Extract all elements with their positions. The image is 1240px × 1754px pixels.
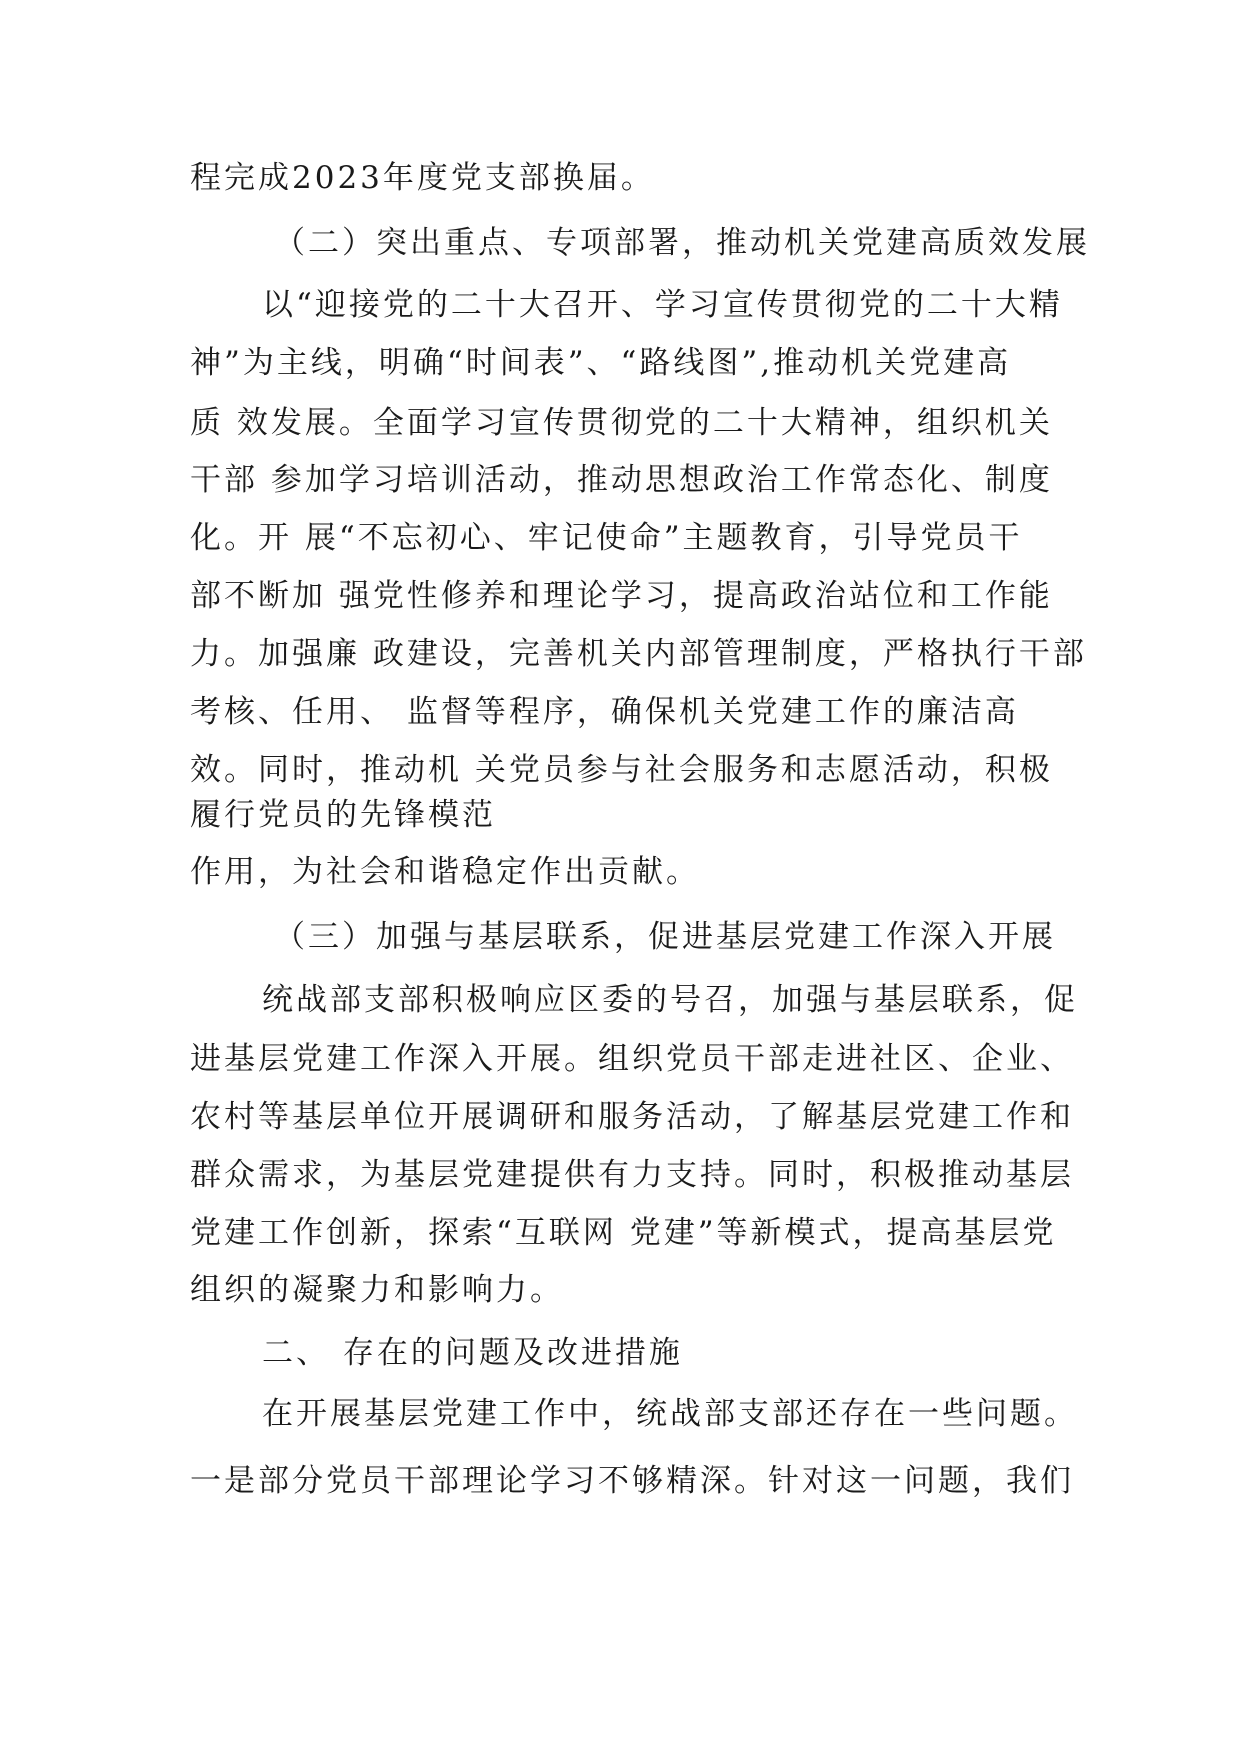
body-line-18: 群众需求，为基层党建提供有力支持。同时，积极推动基层 [190,1157,1074,1193]
body-line-10: 考核、任用、 监督等程序，确保机关党建工作的廉洁高 [190,694,1019,730]
body-line-8: 部不断加 强党性修养和理论学习，提高政治站位和工作能 [190,578,1053,614]
body-line-20: 组织的凝聚力和影响力。 [190,1272,564,1308]
body-line-9: 力。加强廉 政建设，完善机关内部管理制度，严格执行干部 [190,636,1087,672]
section-heading-3: （三）加强与基层联系，促进基层党建工作深入开展 [274,919,1056,955]
section-heading-2: （二）突出重点、专项部署，推动机关党建高质效发展 [274,225,1090,261]
body-line-4: 神”为主线，明确“时间表”、“路线图”,推动机关党建高 [190,345,1012,381]
body-line-17: 农村等基层单位开展调研和服务活动，了解基层党建工作和 [190,1099,1074,1135]
body-line-1: 程完成2023年度党支部换届。 [190,160,655,196]
body-line-19: 党建工作创新，探索“互联网 党建”等新模式，提高基层党 [190,1215,1057,1251]
body-line-7: 化。开 展“不忘初心、牢记使命”主题教育，引导党员干 [190,520,1023,556]
body-line-16: 进基层党建工作深入开展。组织党员干部走进社区、企业、 [190,1041,1074,1077]
body-line-22: 在开展基层党建工作中，统战部支部还存在一些问题。 [262,1396,1078,1432]
body-line-11: 效。同时，推动机 关党员参与社会服务和志愿活动，积极 [190,752,1053,788]
body-line-5: 质 效发展。全面学习宣传贯彻党的二十大精神，组织机关 [190,405,1053,441]
section-heading-problems: 二、 存在的问题及改进措施 [262,1335,683,1371]
body-line-6: 干部 参加学习培训活动，推动思想政治工作常态化、制度 [190,462,1053,498]
body-line-12: 履行党员的先锋模范 [190,797,496,833]
body-line-3: 以“迎接党的二十大召开、学习宣传贯彻党的二十大精 [262,287,1063,323]
body-line-23: 一是部分党员干部理论学习不够精深。针对这一问题，我们 [190,1463,1074,1499]
body-line-15: 统战部支部积极响应区委的号召，加强与基层联系，促 [262,982,1078,1018]
body-line-13: 作用，为社会和谐稳定作出贡献。 [190,854,700,890]
